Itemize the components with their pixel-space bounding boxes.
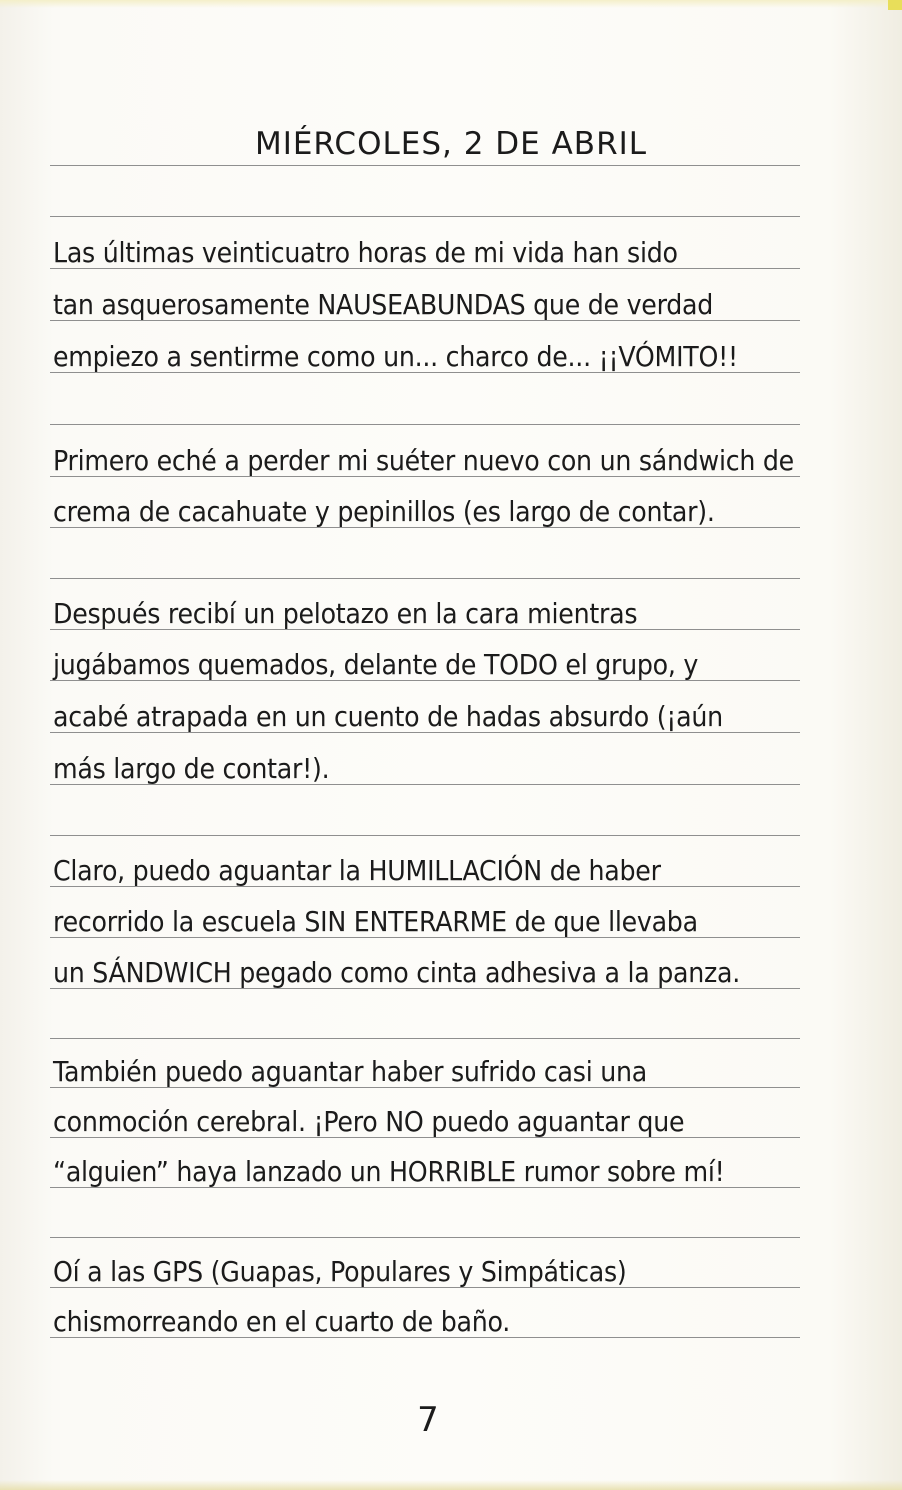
ruled-line [50, 835, 800, 836]
ruled-line [50, 216, 800, 217]
text-line: conmoción cerebral. ¡Pero NO puedo aguantar que [53, 1106, 685, 1138]
page-title: MIÉRCOLES, 2 DE ABRIL [254, 126, 648, 162]
ruled-line [50, 1038, 800, 1039]
page-bottom-edge [0, 1480, 902, 1490]
text-line: chismorreando en el cuarto de baño. [53, 1306, 511, 1338]
page-corner-mark [888, 0, 902, 10]
ruled-line [50, 165, 800, 166]
text-line: empiezo a sentirme como un... charco de... ¡¡VÓMITO!! [53, 341, 738, 373]
text-line: recorrido la escuela SIN ENTERARME de que llevaba [53, 906, 698, 938]
ruled-line [50, 424, 800, 425]
ruled-line [50, 578, 800, 579]
text-line: crema de cacahuate y pepinillos (es largo de contar). [53, 496, 715, 528]
text-line: Primero eché a perder mi suéter nuevo con un sándwich de [53, 445, 794, 477]
ruled-line [50, 1237, 800, 1238]
text-line: También puedo aguantar haber sufrido casi una [53, 1056, 647, 1088]
text-line: jugábamos quemados, delante de TODO el grupo, y [53, 649, 699, 681]
page-top-edge [0, 0, 902, 8]
text-line: Las últimas veinticuatro horas de mi vida han sido [53, 237, 678, 269]
text-line: Oí a las GPS (Guapas, Populares y Simpáticas) [53, 1256, 627, 1288]
text-line: Después recibí un pelotazo en la cara mientras [53, 598, 638, 630]
text-line: un SÁNDWICH pegado como cinta adhesiva a la panza. [53, 957, 740, 989]
page-number: 7 [417, 1400, 439, 1440]
text-line: acabé atrapada en un cuento de hadas absurdo (¡aún [53, 701, 723, 733]
text-line: tan asquerosamente NAUSEABUNDAS que de verdad [53, 289, 714, 321]
text-line: más largo de contar!). [53, 753, 330, 785]
text-line: “alguien” haya lanzado un HORRIBLE rumor sobre mí! [53, 1156, 725, 1188]
text-line: Claro, puedo aguantar la HUMILLACIÓN de haber [53, 855, 661, 887]
